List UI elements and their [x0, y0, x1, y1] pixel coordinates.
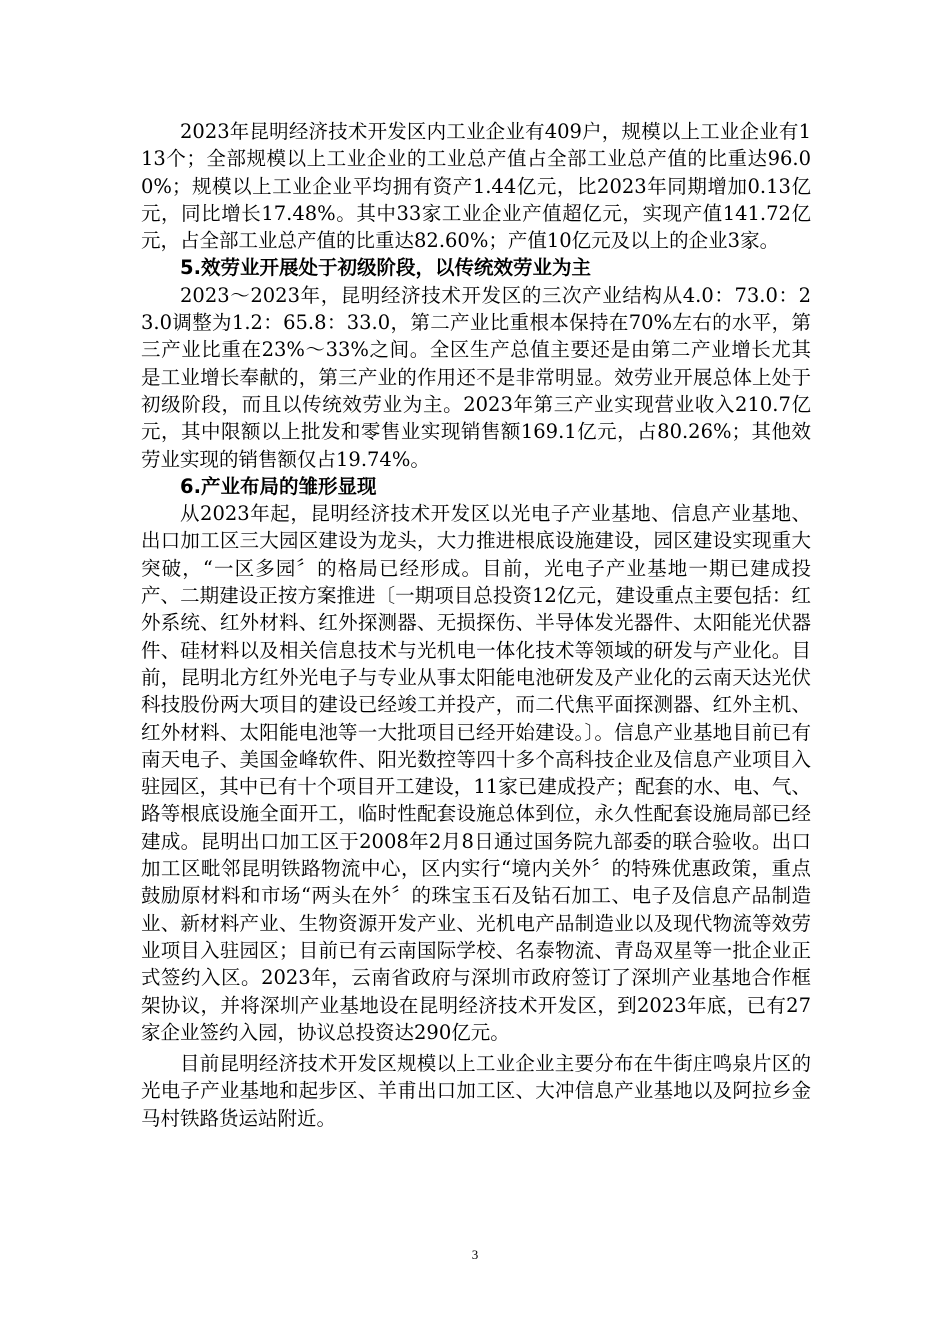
section-heading-6: 6.产业布局的雏形显现 [180, 474, 377, 498]
paragraph-industrial-enterprises: 2023年昆明经济技术开发区内工业企业有409户，规模以上工业企业有113个；全部规模以上工业企业的工业总产值占全部工业总产值的比重达96.00%；规模以上工业企业平均拥有资产1.44亿元，比2023年同期增加0.13亿元，同比增长17.48%。其中33家工业企业产值超亿元，实现产值141.72亿元，占全部工业总产值的比重达82.60%；产值10亿元及以上的企业3家。 [141, 120, 811, 253]
page-number: 3 [471, 1247, 479, 1262]
paragraph-enterprise-distribution: 目前昆明经济技术开发区规模以上工业企业主要分布在牛街庄鸣泉片区的光电子产业基地和起步区、羊甫出口加工区、大冲信息产业基地以及阿拉乡金马村铁路货运站附近。 [141, 1052, 811, 1130]
paragraph-industry-structure: 2023～2023年，昆明经济技术开发区的三次产业结构从4.0：73.0：23.0调整为1.2：65.8：33.0，第二产业比重根本保持在70%左右的水平，第三产业比重在23%～33%之间。全区生产总值主要还是由第二产业增长尤其是工业增长奉献的，第三产业的作用还不是非常明显。效劳业开展总体上处于初级阶段，而且以传统效劳业为主。2023年第三产业实现营业收入210.7亿元，其中限额以上批发和零售业实现销售额169.1亿元，占80.26%；其他效劳业实现的销售额仅占19.74%。 [141, 283, 811, 471]
paragraph-industry-layout: 从2023年起，昆明经济技术开发区以光电子产业基地、信息产业基地、出口加工区三大园区建设为龙头，大力推进根底设施建设，园区建设实现重大突破，“一区多园〞的格局已经形成。目前，光电子产业基地一期已建成投产、二期建设正按方案推进〔一期项目总投资12亿元，建设重点主要包括：红外系统、红外材料、红外探测器、无损探伤、半导体发光器件、太阳能光伏器件、硅材料以及相关信息技术与光机电一体化技术等领域的研发与产业化。目前，昆明北方红外光电子与专业从事太阳能电池研发及产业化的云南天达光伏科技股份两大项目的建设已经竣工并投产，而二代焦平面探测器、红外主机、红外材料、太阳能电池等一大批项目已经开始建设。〕。信息产业基地目前已有南天电子、美国金峰软件、阳光数控等四十多个高科技企业及信息产业项目入驻园区，其中已有十个项目开工建设，11家已建成投产；配套的水、电、气、路等根底设施全面开工，临时性配套设施总体到位，永久性配套设施局部已经建成。昆明出口加工区于2008年2月8日通过国务院九部委的联合验收。出口加工区毗邻昆明铁路物流中心，区内实行“境内关外〞的特殊优惠政策，重点鼓励原材料和市场“两头在外〞的珠宝玉石及钻石加工、电子及信息产品制造业、新材料产业、生物资源开发产业、光机电产品制造业以及现代物流等效劳业项目入驻园区；目前已有云南国际学校、名泰物流、青岛双星等一批企业正式签约入区。2023年，云南省政府与深圳市政府签订了深圳产业基地合作框架协议，并将深圳产业基地设在昆明经济技术开发区，到2023年底，已有27家企业签约入园，协议总投资达290亿元。 [141, 502, 811, 1044]
document-body [141, 118, 811, 1132]
section-heading-5: 5.效劳业开展处于初级阶段，以传统效劳业为主 [180, 256, 591, 280]
